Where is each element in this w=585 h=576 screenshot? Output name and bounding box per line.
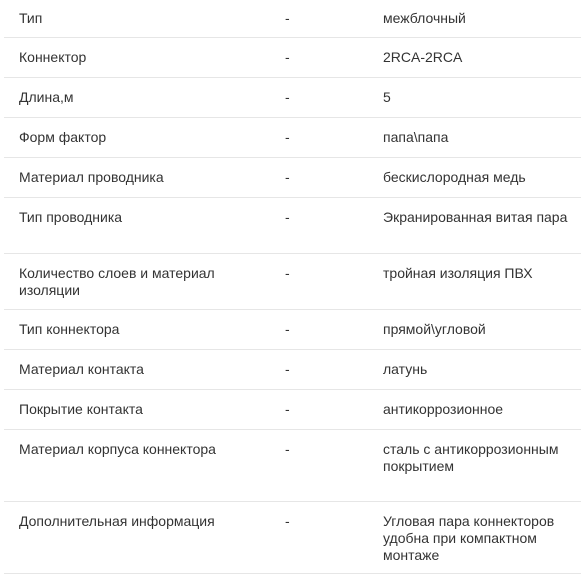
spec-value: антикоррозионное — [383, 401, 504, 417]
spec-separator: - — [285, 89, 290, 105]
spec-value: Экранированная витая пара — [383, 209, 568, 225]
spec-name: Материал корпуса коннектора — [19, 441, 216, 457]
spec-value: бескислородная медь — [383, 169, 526, 185]
spec-row-conductor-type — [4, 198, 581, 254]
spec-row-type — [4, 0, 581, 38]
spec-value: папа\папа — [383, 129, 449, 145]
spec-row-insulation — [4, 254, 581, 310]
spec-separator: - — [285, 513, 290, 529]
spec-row-length — [4, 78, 581, 118]
spec-row-contact-material — [4, 350, 581, 390]
spec-name: Количество слоев и материал изоляции — [19, 265, 215, 298]
spec-value: межблочный — [383, 10, 466, 26]
spec-separator: - — [285, 265, 290, 281]
spec-name: Тип коннектора — [19, 321, 120, 337]
spec-name: Покрытие контакта — [19, 401, 143, 417]
spec-name: Материал контакта — [19, 361, 144, 377]
spec-value: 2RCA-2RCA — [383, 49, 463, 65]
spec-name: Форм фактор — [19, 129, 107, 145]
spec-separator: - — [285, 321, 290, 337]
spec-separator: - — [285, 441, 290, 457]
spec-value: Угловая пара коннекторов удобна при компактном монтаже — [383, 513, 555, 563]
spec-row-connector — [4, 38, 581, 78]
spec-separator: - — [285, 10, 290, 26]
spec-separator: - — [285, 129, 290, 145]
spec-row-conductor-material — [4, 158, 581, 198]
spec-name: Материал проводника — [19, 169, 164, 185]
spec-value: прямой\угловой — [383, 321, 486, 337]
spec-name: Тип — [19, 10, 43, 26]
spec-row-contact-coating — [4, 390, 581, 430]
spec-value: тройная изоляция ПВХ — [383, 265, 533, 281]
spec-row-additional-info — [4, 502, 581, 574]
spec-name: Длина,м — [19, 89, 74, 105]
spec-value: 5 — [383, 89, 391, 105]
spec-separator: - — [285, 169, 290, 185]
specifications-table — [4, 0, 581, 574]
spec-value: латунь — [383, 361, 428, 377]
spec-name: Тип проводника — [19, 209, 123, 225]
spec-row-housing-material — [4, 430, 581, 502]
spec-value: сталь с антикоррозионным покрытием — [383, 441, 559, 474]
spec-name: Коннектор — [19, 49, 87, 65]
spec-name: Дополнительная информация — [19, 513, 215, 529]
spec-separator: - — [285, 361, 290, 377]
spec-separator: - — [285, 209, 290, 225]
spec-row-form-factor — [4, 118, 581, 158]
spec-row-connector-type — [4, 310, 581, 350]
spec-separator: - — [285, 401, 290, 417]
spec-separator: - — [285, 49, 290, 65]
